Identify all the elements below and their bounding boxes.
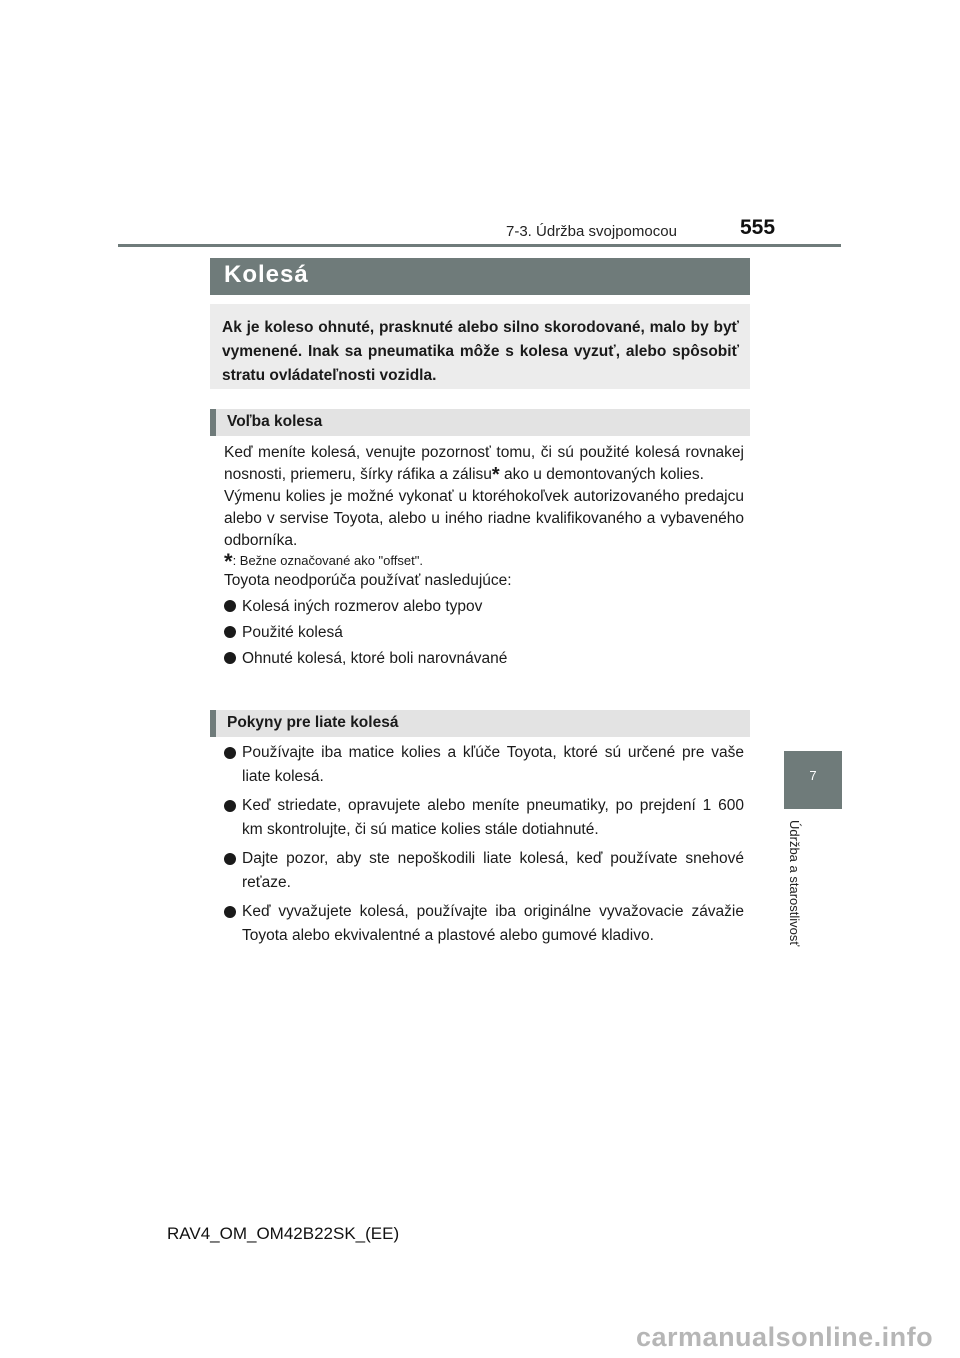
- bullet-icon: [224, 652, 236, 664]
- paragraph: [224, 442, 744, 486]
- bullet-icon: [224, 800, 236, 812]
- recommendation-intro: Toyota neodporúča používať nasledujúce:: [224, 572, 512, 589]
- list-item-text: Použité kolesá: [242, 624, 343, 641]
- list-item: [224, 596, 744, 618]
- section-body-alloy-wheels: [224, 741, 744, 953]
- list-item-text: Dajte pozor, aby ste nepoškodili liate kolesá, keď používate snehové reťaze.: [242, 850, 744, 891]
- list-item: [224, 622, 744, 644]
- bullet-icon: [224, 853, 236, 865]
- list-item: [224, 741, 744, 789]
- watermark: carmanualsonline.info: [636, 1322, 934, 1352]
- bullet-list: [224, 741, 744, 948]
- chapter-number: 7: [809, 768, 817, 783]
- section-heading-wheel-choice: [210, 409, 750, 436]
- bullet-list: [224, 596, 744, 670]
- list-item: [224, 900, 744, 948]
- list-item: [224, 648, 744, 670]
- section-heading-label: Voľba kolesa: [227, 413, 323, 430]
- paragraph-text: Keď meníte kolesá, venujte pozornosť tomu, či sú použité kolesá rovnakej nosnosti, priemeru, šírky ráfika a zálisu: [224, 444, 744, 483]
- section-body-wheel-choice: [224, 442, 744, 670]
- list-item-text: Používajte iba matice kolies a kľúče Toyota, ktoré sú určené pre vaše liate kolesá.: [242, 744, 744, 785]
- chapter-label: Údržba a starostlivosť: [787, 820, 802, 947]
- footnote-text: : Bežne označované ako "offset".: [232, 553, 423, 568]
- chapter-tab: [784, 751, 842, 809]
- paragraph-text: ako u demontovaných kolies.: [499, 466, 704, 483]
- footnote-mark: *: [224, 549, 233, 574]
- list-item-text: Keď striedate, opravujete alebo meníte pneumatiky, po prejdení 1 600 km skontrolujte, či sú matice kolies stále dotiahnuté.: [242, 797, 744, 838]
- list-item-text: Kolesá iných rozmerov alebo typov: [242, 598, 483, 615]
- document-code: RAV4_OM_OM42B22SK_(EE): [167, 1224, 400, 1243]
- bullet-icon: [224, 906, 236, 918]
- section-heading-alloy-wheels: [210, 710, 750, 737]
- bullet-icon: [224, 747, 236, 759]
- header-section-title: 7-3. Údržba svojpomocou: [506, 223, 677, 240]
- list-item: [224, 794, 744, 842]
- footnote-reference: *: [491, 464, 500, 486]
- bullet-icon: [224, 626, 236, 638]
- intro-box: Ak je koleso ohnuté, prasknuté alebo silno skorodované, malo by byť vymenené. Inak sa pneumatika môže s kolesa vyzuť, alebo spôsobiť stratu ovládateľnosti vozidla.: [210, 304, 750, 389]
- page-number: 555: [740, 216, 776, 239]
- header-divider: [118, 244, 841, 247]
- paragraph: Výmenu kolies je možné vykonať u ktoréhokoľvek autorizovaného predajcu alebo v servise Toyota, alebo u iného riadne kvalifikovaného a vybaveného odborníka.: [224, 488, 744, 549]
- list-item-text: Ohnuté kolesá, ktoré boli narovnávané: [242, 650, 508, 667]
- section-heading-label: Pokyny pre liate kolesá: [227, 714, 399, 731]
- bullet-icon: [224, 600, 236, 612]
- page-title: Kolesá: [224, 261, 309, 288]
- page-title-bar: [210, 258, 750, 295]
- footnote: [224, 549, 744, 574]
- list-item: [224, 847, 744, 895]
- list-item-text: Keď vyvažujete kolesá, používajte iba originálne vyvažovacie závažie Toyota alebo ekvivalentné a plastové alebo gumové kladivo.: [242, 903, 744, 944]
